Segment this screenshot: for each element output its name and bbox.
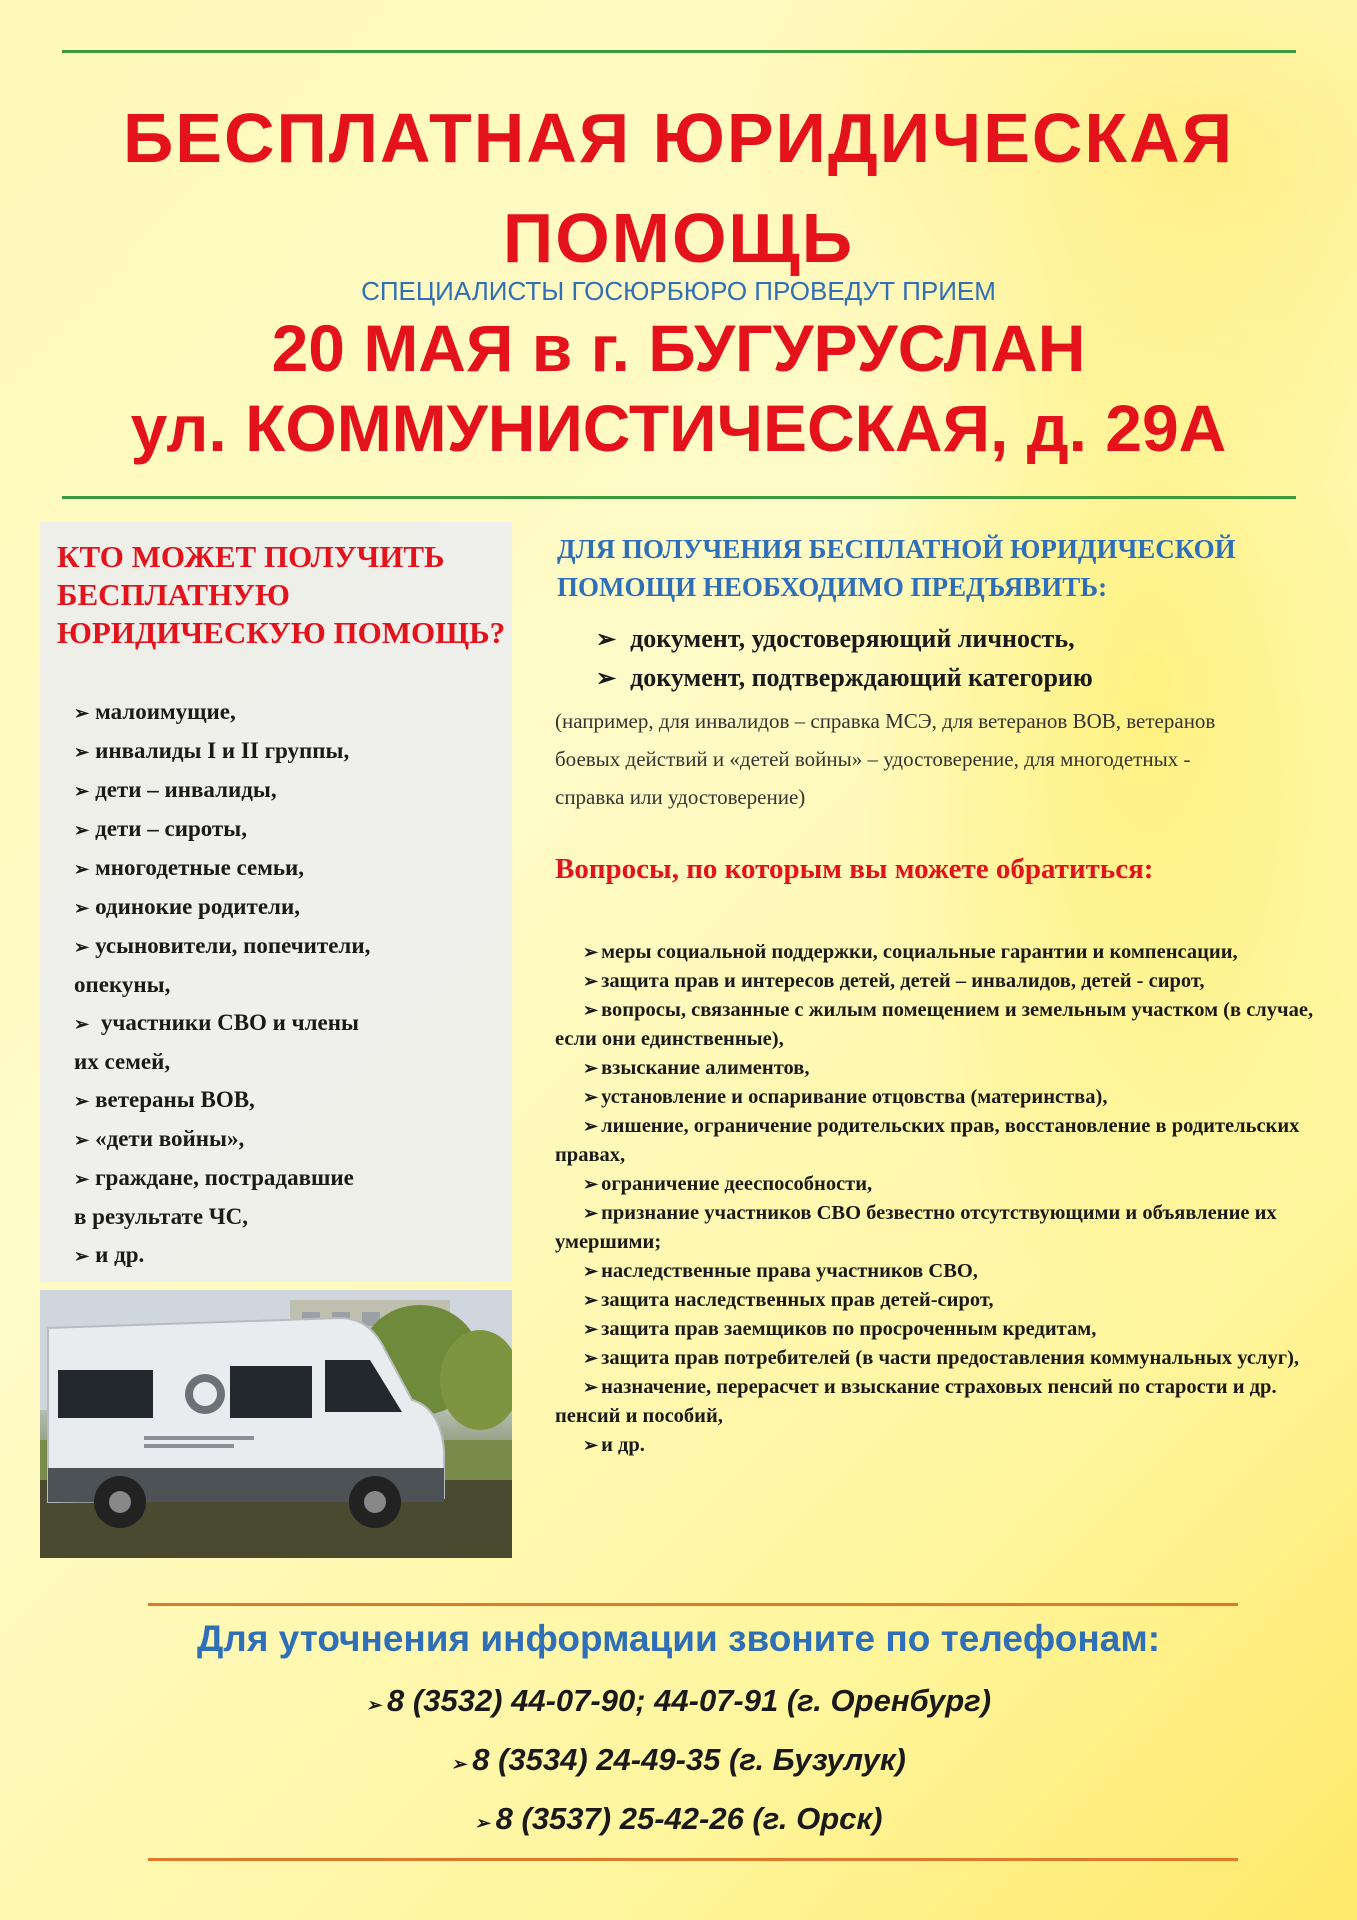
list-item (74, 693, 514, 732)
contacts-top-divider (148, 1603, 1238, 1606)
arrow-bullet-icon: ➢ (74, 898, 90, 918)
list-item-text: вопросы, связанные с жилым помещением и земельным участком (в случае, если они единственные), (555, 999, 1314, 1050)
list-item-text: и др. (601, 1434, 645, 1456)
list-item (74, 1198, 514, 1236)
list-item-text: их семей, (74, 1049, 171, 1074)
list-item-text: защита прав заемщиков по просроченным кредитам, (601, 1318, 1097, 1340)
list-item-text: назначение, перерасчет и взыскание страховых пенсий по старости и др. пенсий и пособий, (555, 1376, 1277, 1427)
list-item-text: защита прав и интересов детей, детей – инвалидов, детей - сирот, (601, 970, 1205, 992)
list-item-text: документ, подтверждающий категорию (630, 663, 1093, 692)
arrow-bullet-icon: ➢ (74, 703, 90, 723)
list-item-text: усыновители, попечители, (95, 933, 371, 958)
list-item (555, 1199, 1335, 1257)
list-item (555, 996, 1335, 1054)
list-item (555, 1112, 1335, 1170)
list-item (74, 1004, 514, 1043)
list-item-text: защита прав потребителей (в части предоставления коммунальных услуг), (601, 1347, 1300, 1369)
list-item (555, 1257, 1335, 1286)
list-item-text: граждане, пострадавшие (95, 1165, 354, 1190)
list-item (555, 967, 1335, 996)
list-item (74, 1120, 514, 1159)
arrow-bullet-icon: ➢ (74, 820, 90, 840)
arrow-bullet-icon: ➢ (583, 971, 599, 991)
list-item-text: ветераны ВОВ, (95, 1087, 255, 1112)
list-item (555, 1315, 1335, 1344)
list-item-text: ограничение дееспособности, (601, 1173, 873, 1195)
list-item-text: взыскание алиментов, (601, 1057, 810, 1079)
arrow-bullet-icon: ➢ (451, 1754, 467, 1774)
arrow-bullet-icon: ➢ (583, 1348, 599, 1368)
list-item (555, 1286, 1335, 1315)
event-date-city: 20 МАЯ в г. БУГУРУСЛАН (271, 311, 1086, 385)
phone-orsk (0, 1801, 1357, 1837)
list-item-text: малоимущие, (95, 699, 236, 724)
list-item-text: участники СВО и члены (95, 1010, 359, 1035)
list-item-text: меры социальной поддержки, социальные гарантии и компенсации, (601, 941, 1238, 963)
contacts-bottom-divider (148, 1858, 1238, 1861)
list-item (596, 620, 1316, 659)
list-item (74, 810, 514, 849)
list-item (555, 1170, 1335, 1199)
list-item (555, 1083, 1335, 1112)
arrow-bullet-icon: ➢ (596, 627, 617, 653)
list-item-text: опекуны, (74, 972, 171, 997)
eligibility-heading: КТО МОЖЕТ ПОЛУЧИТЬ БЕСПЛАТНУЮ ЮРИДИЧЕСКУЮ ПОМОЩЬ? (57, 539, 506, 650)
list-item (555, 938, 1335, 967)
phone-buzuluk (0, 1742, 1357, 1778)
arrow-bullet-icon: ➢ (596, 666, 617, 692)
list-item-text: одинокие родители, (95, 894, 300, 919)
list-item (74, 966, 514, 1004)
arrow-bullet-icon: ➢ (583, 1174, 599, 1194)
mobile-office-van-photo (40, 1290, 512, 1558)
list-item (74, 927, 514, 966)
arrow-bullet-icon: ➢ (583, 1261, 599, 1281)
arrow-bullet-icon: ➢ (74, 1246, 90, 1266)
list-item (74, 1081, 514, 1120)
arrow-bullet-icon: ➢ (583, 1058, 599, 1078)
arrow-bullet-icon: ➢ (583, 1319, 599, 1339)
questions-list (555, 938, 1335, 1460)
list-item (74, 771, 514, 810)
list-item-text: инвалиды I и II группы, (95, 738, 350, 763)
top-divider (62, 50, 1296, 53)
contacts-heading: Для уточнения информации звоните по телефонам: (196, 1618, 1161, 1659)
list-item-text: в результате ЧС, (74, 1204, 249, 1229)
list-item-text: признание участников СВО безвестно отсутствующими и объявление их умершими; (555, 1202, 1277, 1253)
list-item-text: и др. (95, 1242, 145, 1267)
documents-list (596, 620, 1316, 698)
list-item-text: лишение, ограничение родительских прав, восстановление в родительских правах, (555, 1115, 1300, 1166)
arrow-bullet-icon: ➢ (583, 1435, 599, 1455)
arrow-bullet-icon: ➢ (474, 1813, 490, 1833)
list-item (555, 1373, 1335, 1431)
list-item (74, 849, 514, 888)
list-item-text: защита наследственных прав детей-сирот, (601, 1289, 994, 1311)
list-item (555, 1431, 1335, 1460)
page-title-line2: ПОМОЩЬ (502, 199, 855, 277)
arrow-bullet-icon: ➢ (583, 1377, 599, 1397)
list-item-text: документ, удостоверяющий личность, (630, 624, 1075, 653)
arrow-bullet-icon: ➢ (74, 859, 90, 879)
list-item (596, 659, 1316, 698)
questions-heading: Вопросы, по которым вы можете обратиться: (555, 853, 1154, 885)
arrow-bullet-icon: ➢ (74, 1091, 90, 1111)
van-illustration (40, 1290, 512, 1558)
list-item-text: дети – сироты, (95, 816, 247, 841)
list-item-text: установление и оспаривание отцовства (материнства), (601, 1086, 1108, 1108)
page-title-line1: БЕСПЛАТНАЯ ЮРИДИЧЕСКАЯ (122, 99, 1235, 177)
arrow-bullet-icon: ➢ (74, 742, 90, 762)
phone-text: 8 (3537) 25-42-26 (г. Орск) (495, 1801, 883, 1836)
list-item (74, 888, 514, 927)
arrow-bullet-icon: ➢ (583, 1290, 599, 1310)
arrow-bullet-icon: ➢ (74, 1130, 90, 1150)
arrow-bullet-icon: ➢ (74, 937, 90, 957)
arrow-bullet-icon: ➢ (583, 1087, 599, 1107)
arrow-bullet-icon: ➢ (583, 942, 599, 962)
phone-orenburg (0, 1683, 1357, 1719)
arrow-bullet-icon: ➢ (583, 1203, 599, 1223)
arrow-bullet-icon: ➢ (74, 781, 90, 801)
list-item (74, 1043, 514, 1081)
list-item (74, 732, 514, 771)
list-item-text: «дети войны», (95, 1126, 245, 1151)
list-item (74, 1159, 514, 1198)
arrow-bullet-icon: ➢ (365, 1695, 382, 1715)
eligibility-list (74, 693, 514, 1275)
event-address: ул. КОММУНИСТИЧЕСКАЯ, д. 29А (130, 391, 1227, 465)
list-item (555, 1344, 1335, 1373)
list-item-text: многодетные семьи, (95, 855, 305, 880)
list-item (74, 1236, 514, 1275)
arrow-bullet-icon: ➢ (583, 1000, 599, 1020)
arrow-bullet-icon: ➢ (74, 1169, 90, 1189)
list-item-text: дети – инвалиды, (95, 777, 277, 802)
phone-text: 8 (3534) 24-49-35 (г. Бузулук) (472, 1742, 906, 1777)
list-item-text: наследственные права участников СВО, (601, 1260, 978, 1282)
arrow-bullet-icon: ➢ (583, 1116, 599, 1136)
list-item (555, 1054, 1335, 1083)
arrow-bullet-icon: ➢ (74, 1014, 90, 1034)
documents-heading: ДЛЯ ПОЛУЧЕНИЯ БЕСПЛАТНОЙ ЮРИДИЧЕСКОЙ ПОМОЩИ НЕОБХОДИМО ПРЕДЪЯВИТЬ: (557, 534, 1236, 602)
page-subtitle: СПЕЦИАЛИСТЫ ГОСЮРБЮРО ПРОВЕДУТ ПРИЕМ (361, 276, 996, 306)
phone-text: 8 (3532) 44-07-90; 44-07-91 (г. Оренбург) (387, 1683, 992, 1718)
documents-note: (например, для инвалидов – справка МСЭ, для ветеранов ВОВ, ветеранов боевых действий и «детей войны» – удостоверение, для многодетных - справка или удостоверение) (555, 709, 1216, 809)
header-divider (62, 496, 1296, 499)
